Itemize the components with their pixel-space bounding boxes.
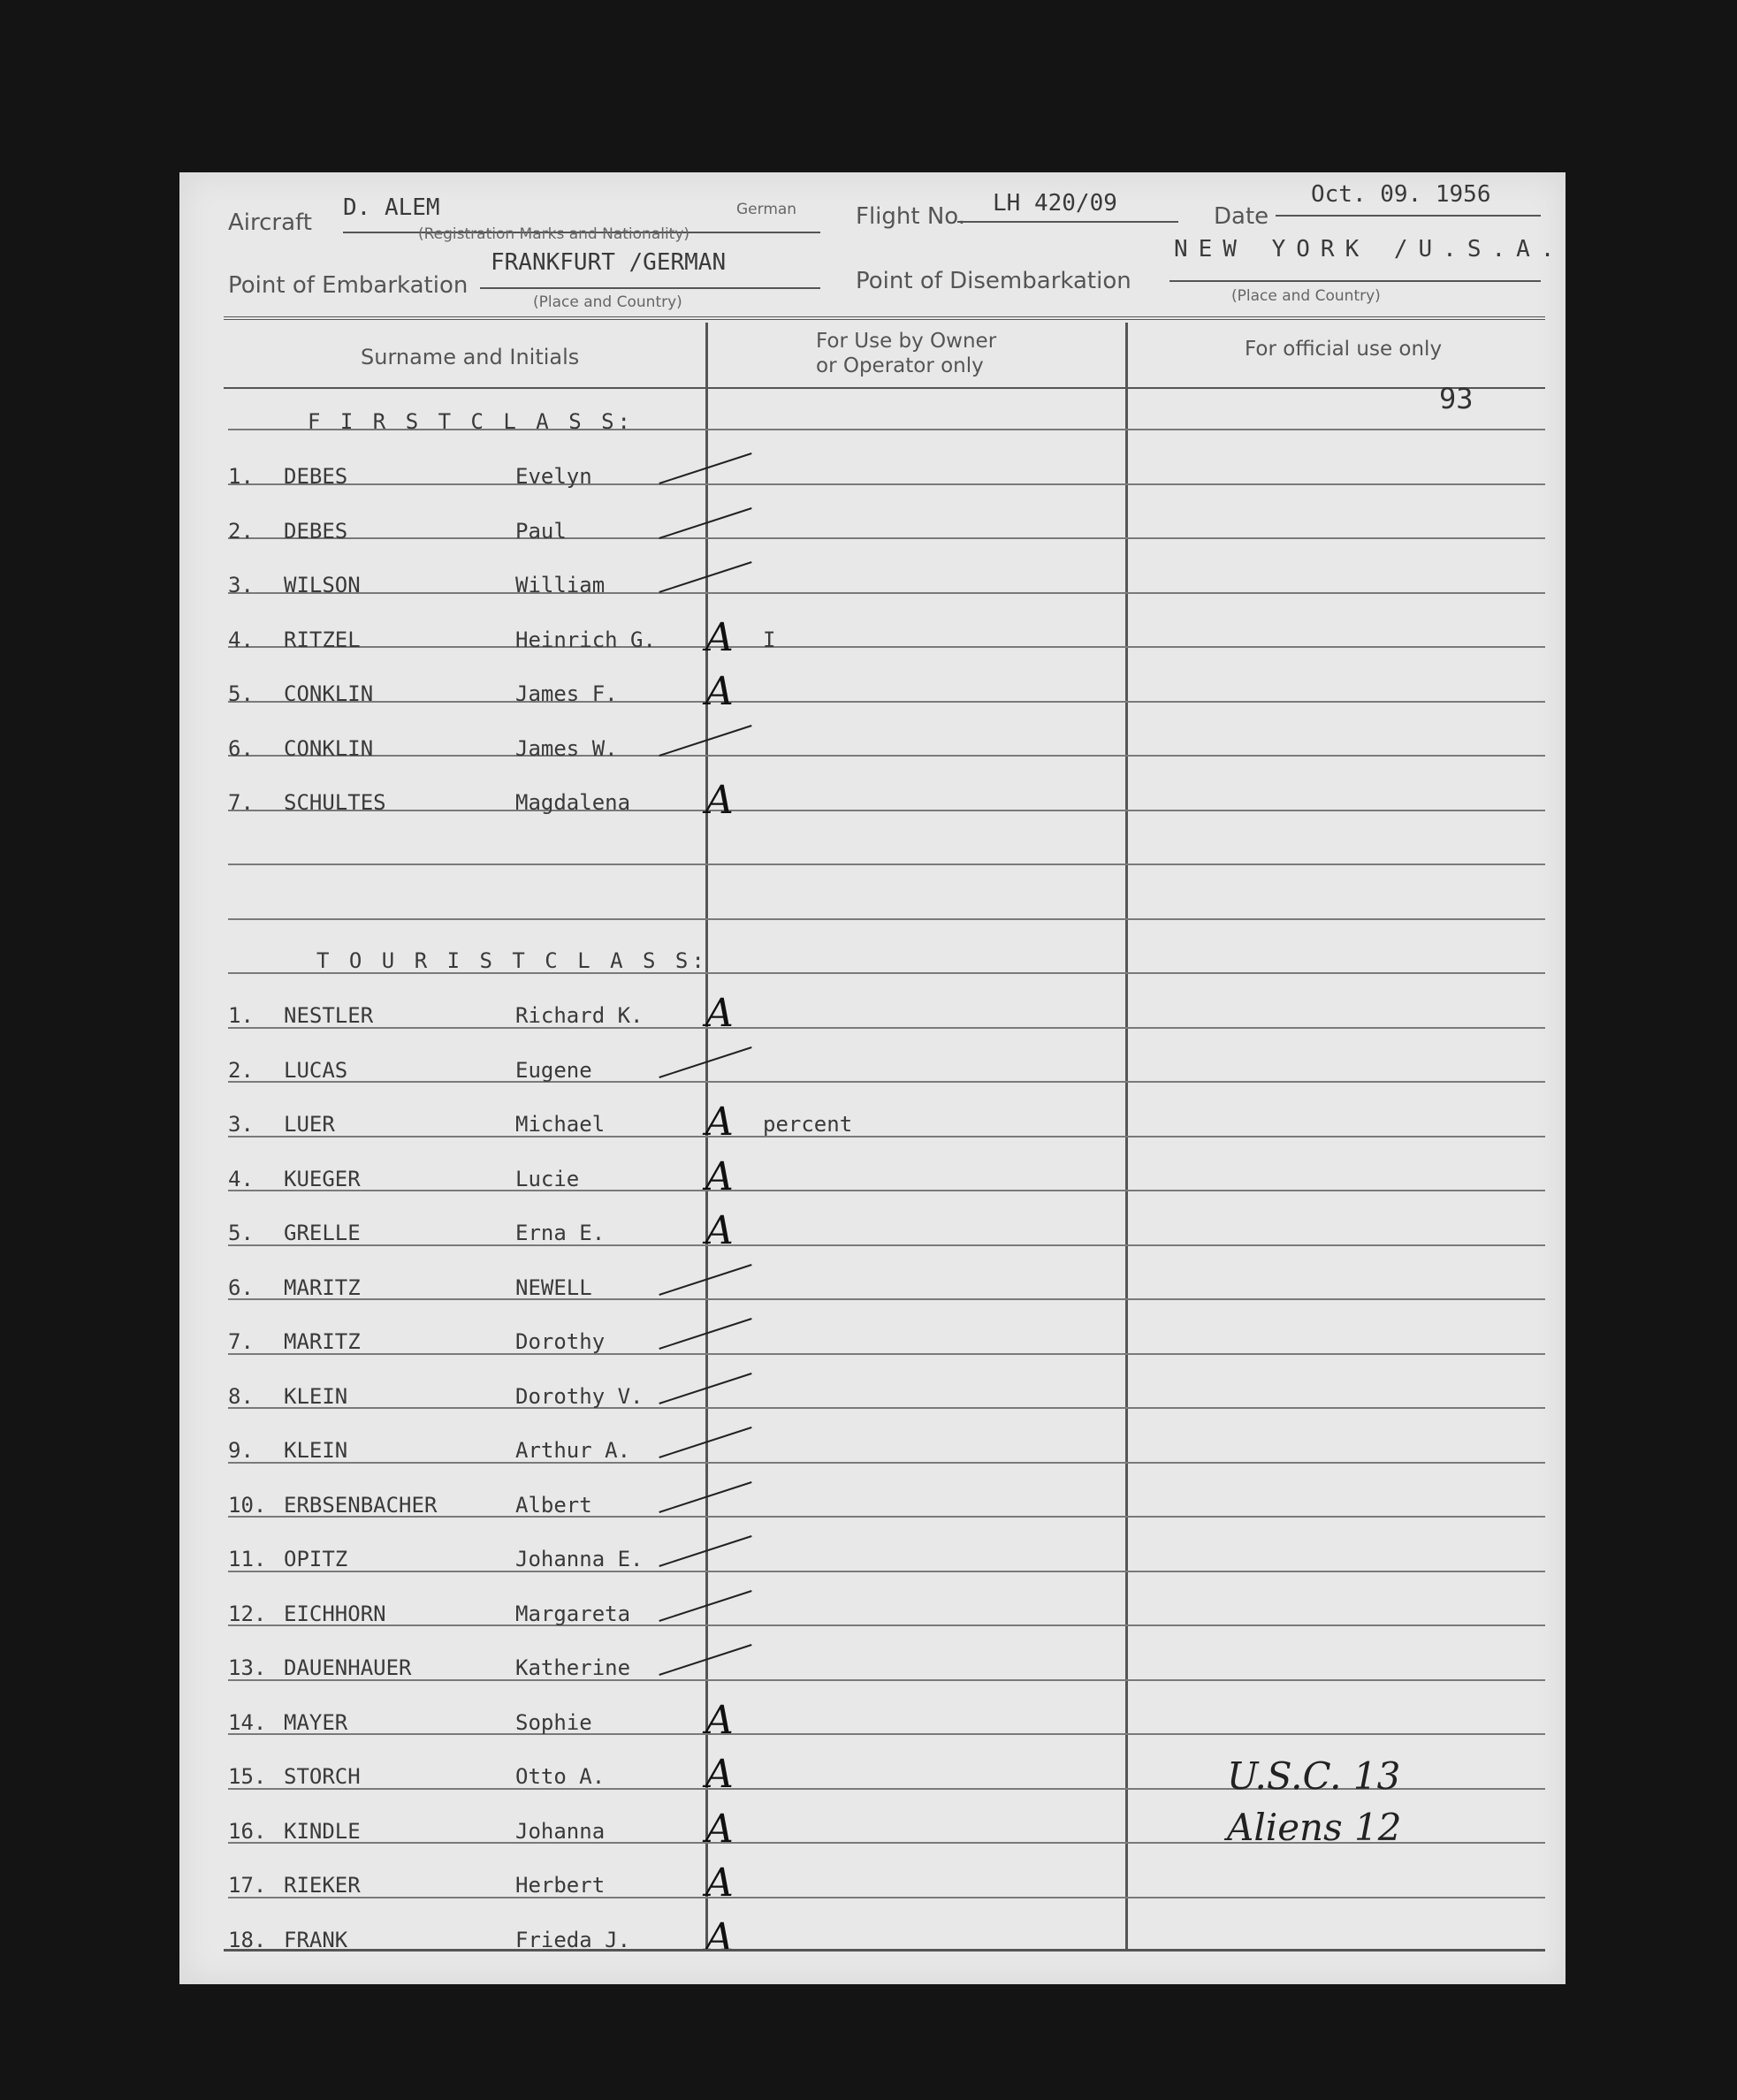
row-rule	[228, 646, 1545, 648]
passenger-given-name: Margareta	[515, 1601, 631, 1626]
passenger-number: 11.	[228, 1547, 267, 1571]
passenger-number: 8.	[228, 1383, 254, 1409]
passenger-surname: DEBES	[284, 518, 348, 544]
admitted-mark: A	[705, 1099, 734, 1145]
owner-note: I	[763, 627, 776, 652]
row-rule	[228, 1136, 1545, 1138]
admitted-mark: A	[705, 778, 734, 823]
passenger-number: 4.	[228, 627, 254, 652]
passenger-surname: KLEIN	[284, 1383, 348, 1409]
column-header-owner-line2: or Operator only	[816, 354, 984, 377]
footer-divider	[224, 1949, 1545, 1952]
row-rule	[228, 1897, 1545, 1898]
row-rule	[228, 1407, 1545, 1409]
passenger-given-name: James F.	[515, 681, 618, 706]
admitted-mark: A	[705, 1806, 734, 1852]
passenger-given-name: Heinrich G.	[515, 627, 656, 652]
passenger-given-name: Erna E.	[515, 1221, 606, 1245]
passenger-surname: KLEIN	[284, 1438, 348, 1463]
passenger-number: 6.	[228, 735, 254, 761]
header-divider	[224, 316, 1545, 320]
row-rule	[228, 1624, 1545, 1626]
passenger-surname: CONKLIN	[284, 681, 374, 706]
passenger-given-name: Eugene	[515, 1057, 592, 1083]
row-rule	[228, 810, 1545, 811]
passenger-number: 6.	[228, 1274, 254, 1300]
column-header-owner-line1: For Use by Owner	[816, 330, 997, 353]
row-rule	[228, 1733, 1545, 1735]
row-rule	[228, 1081, 1545, 1083]
tourist-class-heading: T O U R I S T C L A S S:	[316, 948, 708, 973]
row-rule	[228, 1298, 1545, 1300]
column-header-surname: Surname and Initials	[361, 345, 580, 369]
passenger-number: 3.	[228, 573, 254, 597]
admitted-mark: A	[705, 1153, 734, 1199]
passenger-number: 12.	[228, 1601, 267, 1626]
aircraft-label: Aircraft	[228, 209, 312, 236]
row-rule	[228, 592, 1545, 594]
passenger-surname: STORCH	[284, 1764, 361, 1789]
admitted-mark: A	[705, 1860, 734, 1906]
passenger-surname: MARITZ	[284, 1274, 361, 1300]
passenger-given-name: Michael	[515, 1112, 606, 1137]
disembarkation-note: (Place and Country)	[1231, 287, 1381, 305]
passenger-surname: ERBSENBACHER	[284, 1492, 438, 1518]
passenger-given-name: Albert	[515, 1492, 592, 1518]
flight-value: LH 420/09	[993, 190, 1117, 217]
passenger-number: 16.	[228, 1818, 267, 1844]
passenger-given-name: Richard K.	[515, 1003, 644, 1028]
passenger-surname: RITZEL	[284, 627, 361, 652]
page-number: 93	[1439, 382, 1474, 415]
passenger-given-name: Herbert	[515, 1873, 606, 1898]
row-rule	[228, 1244, 1545, 1246]
official-note-aliens: Aliens 12	[1227, 1806, 1402, 1849]
passenger-given-name: Dorothy	[515, 1329, 606, 1354]
passenger-given-name: Frieda J.	[515, 1927, 631, 1952]
row-rule	[228, 1190, 1545, 1191]
passenger-given-name: Johanna	[515, 1818, 606, 1844]
passenger-given-name: NEWELL	[515, 1274, 592, 1300]
row-rule	[228, 918, 1545, 920]
column-header-official: For official use only	[1245, 338, 1443, 361]
passenger-number: 14.	[228, 1709, 267, 1735]
passenger-surname: GRELLE	[284, 1221, 361, 1245]
passenger-given-name: Evelyn	[515, 464, 592, 489]
passenger-given-name: Katherine	[515, 1655, 631, 1680]
passenger-number: 17.	[228, 1873, 267, 1898]
passenger-surname: WILSON	[284, 573, 361, 597]
row-rule	[228, 1462, 1545, 1464]
date-label: Date	[1214, 203, 1269, 230]
passenger-number: 13.	[228, 1655, 267, 1680]
passenger-surname: OPITZ	[284, 1547, 348, 1571]
passenger-given-name: Otto A.	[515, 1764, 606, 1789]
first-class-heading: F I R S T C L A S S:	[308, 409, 634, 434]
admitted-mark: A	[705, 1752, 734, 1797]
passenger-number: 2.	[228, 1057, 254, 1083]
row-rule	[228, 701, 1545, 703]
admitted-mark: A	[705, 669, 734, 714]
passenger-surname: CONKLIN	[284, 735, 374, 761]
flight-underline	[957, 221, 1178, 223]
admitted-mark: A	[705, 1914, 734, 1960]
passenger-surname: LUER	[284, 1112, 335, 1137]
row-rule	[228, 483, 1545, 485]
passenger-number: 5.	[228, 1221, 254, 1245]
passenger-given-name: Paul	[515, 518, 567, 544]
passenger-surname: SCHULTES	[284, 790, 386, 815]
embarkation-underline	[480, 287, 820, 289]
passenger-given-name: William	[515, 573, 606, 597]
passenger-surname: RIEKER	[284, 1873, 361, 1898]
disembarkation-label: Point of Disembarkation	[856, 268, 1131, 294]
disembarkation-value: NEW YORK /U.S.A.	[1174, 236, 1566, 262]
passenger-given-name: Johanna E.	[515, 1547, 644, 1571]
passenger-number: 7.	[228, 790, 254, 815]
admitted-mark: A	[705, 614, 734, 660]
embarkation-value: FRANKFURT /GERMAN	[491, 249, 727, 276]
passenger-number: 9.	[228, 1438, 254, 1463]
passenger-surname: FRANK	[284, 1927, 348, 1952]
passenger-surname: LUCAS	[284, 1057, 348, 1083]
registration-note: (Registration Marks and Nationality)	[418, 225, 690, 243]
row-rule	[228, 537, 1545, 539]
embarkation-note: (Place and Country)	[533, 293, 682, 311]
passenger-number: 3.	[228, 1112, 254, 1137]
aircraft-value: D. ALEM	[343, 194, 440, 221]
passenger-given-name: Magdalena	[515, 790, 631, 815]
admitted-mark: A	[705, 991, 734, 1036]
passenger-number: 2.	[228, 518, 254, 544]
passenger-surname: DAUENHAUER	[284, 1655, 412, 1680]
passenger-surname: KINDLE	[284, 1818, 361, 1844]
passenger-number: 4.	[228, 1166, 254, 1191]
row-rule	[228, 755, 1545, 757]
passenger-given-name: James W.	[515, 735, 618, 761]
flight-label: Flight No.	[856, 203, 966, 230]
row-rule	[228, 1027, 1545, 1029]
column-header-divider	[224, 387, 1545, 389]
passenger-given-name: Dorothy V.	[515, 1383, 644, 1409]
row-rule	[228, 864, 1545, 865]
admitted-mark: A	[705, 1697, 734, 1743]
row-rule	[228, 1679, 1545, 1681]
row-rule	[228, 1353, 1545, 1355]
official-note-usc: U.S.C. 13	[1227, 1754, 1401, 1798]
passenger-surname: MAYER	[284, 1709, 348, 1735]
passenger-number: 15.	[228, 1764, 267, 1789]
owner-note: percent	[763, 1112, 853, 1137]
passenger-number: 18.	[228, 1927, 267, 1952]
passenger-given-name: Lucie	[515, 1166, 580, 1191]
passenger-surname: NESTLER	[284, 1003, 374, 1028]
passenger-surname: MARITZ	[284, 1329, 361, 1354]
date-value: Oct. 09. 1956	[1311, 181, 1491, 208]
manifest-sheet	[179, 172, 1566, 1984]
aircraft-nationality: German	[736, 201, 797, 218]
passenger-number: 1.	[228, 464, 254, 489]
embarkation-label: Point of Embarkation	[228, 272, 469, 299]
passenger-surname: KUEGER	[284, 1166, 361, 1191]
admitted-mark: A	[705, 1208, 734, 1253]
row-rule	[228, 1571, 1545, 1572]
disembarkation-underline	[1169, 280, 1541, 282]
passenger-surname: DEBES	[284, 464, 348, 489]
passenger-given-name: Sophie	[515, 1709, 592, 1735]
passenger-number: 5.	[228, 681, 254, 706]
passenger-number: 7.	[228, 1329, 254, 1354]
date-underline	[1276, 215, 1541, 217]
passenger-number: 1.	[228, 1003, 254, 1028]
passenger-number: 10.	[228, 1492, 267, 1518]
passenger-surname: EICHHORN	[284, 1601, 386, 1626]
passenger-given-name: Arthur A.	[515, 1438, 631, 1463]
